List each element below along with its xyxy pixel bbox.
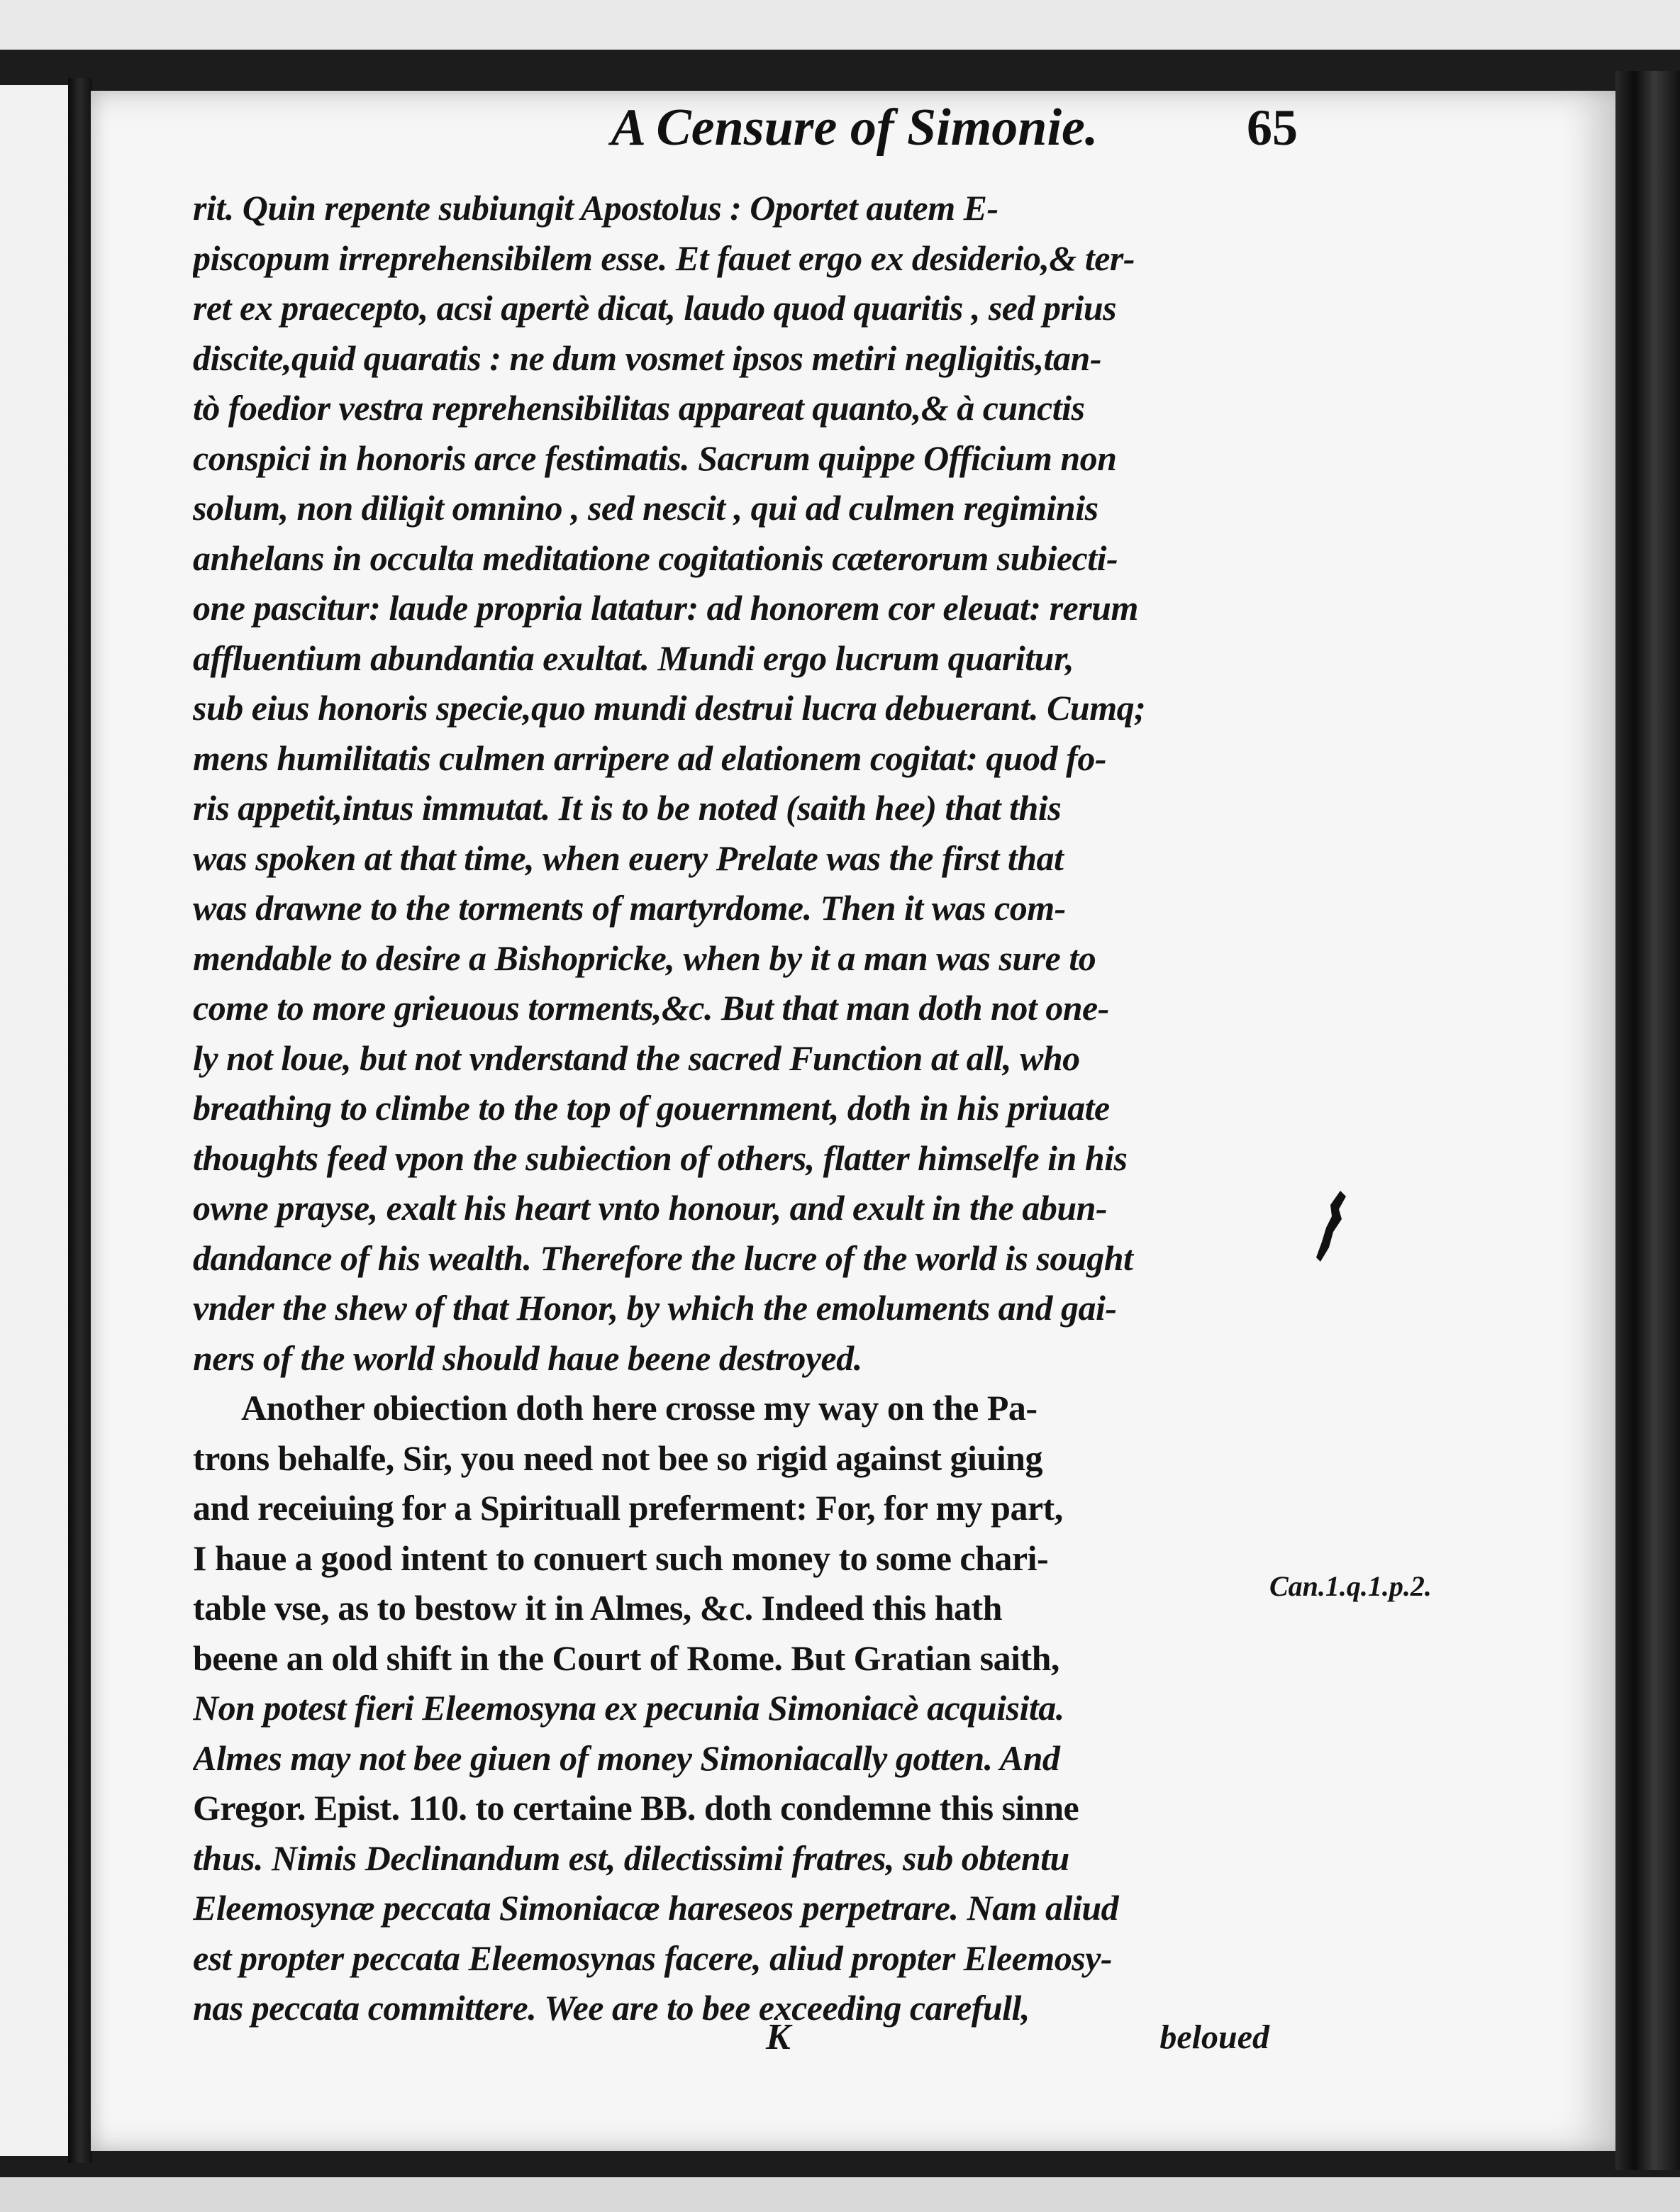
text-line: table vse, as to bestow it in Almes, &c. Indeed this hath xyxy=(193,1588,1002,1628)
text-line: ris appetit,intus immutat. It is to be noted (saith hee) that this xyxy=(193,788,1062,828)
signature-mark: K xyxy=(766,2017,791,2057)
text-line: ly not loue, but not vnderstand the sacred Function at all, who xyxy=(193,1038,1080,1078)
text-line: affluentium abundantia exultat. Mundi ergo lucrum quaritur, xyxy=(193,638,1074,678)
text-line: mendable to desire a Bishopricke, when by it a man was sure to xyxy=(193,938,1096,978)
text-line: owne prayse, exalt his heart vnto honour, and exult in the abun- xyxy=(193,1188,1108,1228)
text-line: sub eius honoris specie,quo mundi destrui lucra debuerant. Cumq; xyxy=(193,688,1146,728)
ink-blot xyxy=(1313,1188,1349,1266)
text-line: beene an old shift in the Court of Rome. But Gratian saith, xyxy=(193,1638,1059,1678)
scan-top-strip xyxy=(0,0,1680,50)
text-line: tò foedior vestra reprehensibilitas appareat quanto,& à cunctis xyxy=(193,388,1085,428)
book-gutter xyxy=(68,78,92,2163)
text-line: trons behalfe, Sir, you need not bee so rigid against giuing xyxy=(193,1438,1042,1478)
running-header: A Censure of Simonie. xyxy=(611,99,1098,157)
text-line: Gregor. Epist. 110. to certaine BB. doth condemne this sinne xyxy=(193,1788,1079,1828)
book-fore-edge xyxy=(1615,71,1680,2170)
text-line: dandance of his wealth. Therefore the lucre of the world is sought xyxy=(193,1238,1133,1278)
body-text xyxy=(193,183,1257,2033)
text-line: Non potest fieri Eleemosyna ex pecunia Simoniacè acquisita. xyxy=(193,1688,1064,1728)
text-line: was drawne to the torments of martyrdome. Then it was com- xyxy=(193,888,1066,928)
text-line: breathing to climbe to the top of gouernment, doth in his priuate xyxy=(193,1088,1110,1128)
text-line: solum, non diligit omnino , sed nescit , qui ad culmen regiminis xyxy=(193,488,1098,528)
text-line: mens humilitatis culmen arripere ad elationem cogitat: quod fo- xyxy=(193,738,1106,778)
text-line: est propter peccata Eleemosynas facere, aliud propter Eleemosy- xyxy=(193,1938,1113,1978)
scan-bottom-strip xyxy=(0,2177,1680,2212)
text-line: was spoken at that time, when euery Prelate was the first that xyxy=(193,838,1064,878)
text-line: vnder the shew of that Honor, by which the emoluments and gai- xyxy=(193,1288,1117,1328)
text-line: thoughts feed vpon the subiection of others, flatter himselfe in his xyxy=(193,1138,1128,1178)
text-line: ret ex praecepto, acsi apertè dicat, laudo quod quaritis , sed prius xyxy=(193,288,1117,328)
text-line: piscopum irreprehensibilem esse. Et fauet ergo ex desiderio,& ter- xyxy=(193,238,1135,278)
text-line: Eleemosynæ peccata Simoniacæ hareseos perpetrare. Nam aliud xyxy=(193,1888,1119,1928)
text-line: discite,quid quaratis : ne dum vosmet ipsos metiri negligitis,tan- xyxy=(193,338,1101,378)
text-line: I haue a good intent to conuert such money to some chari- xyxy=(193,1538,1049,1578)
page-number: 65 xyxy=(1247,99,1298,156)
text-line: rit. Quin repente subiungit Apostolus : Oportet autem E- xyxy=(193,188,998,228)
text-line: and receiuing for a Spirituall preferment: For, for my part, xyxy=(193,1488,1063,1528)
text-line: one pascitur: laude propria latatur: ad honorem cor eleuat: rerum xyxy=(193,588,1138,628)
text-line: thus. Nimis Declinandum est, dilectissimi fratres, sub obtentu xyxy=(193,1838,1069,1878)
previous-page-edge xyxy=(0,85,72,2156)
text-line: anhelans in occulta meditatione cogitationis cæterorum subiecti- xyxy=(193,538,1118,578)
text-line: Almes may not bee giuen of money Simoniacally gotten. And xyxy=(193,1738,1060,1778)
catchword: beloued xyxy=(1159,2018,1269,2056)
text-line: conspici in honoris arce festimatis. Sacrum quippe Officium non xyxy=(193,438,1117,478)
text-line: ners of the world should haue beene destroyed. xyxy=(193,1338,862,1378)
text-line: come to more grieuous torments,&c. But that man doth not one- xyxy=(193,988,1109,1028)
margin-note: Can.1.q.1.p.2. xyxy=(1269,1570,1432,1602)
text-line: nas peccata committere. Wee are to bee exceeding carefull, xyxy=(193,1988,1030,2028)
text-line: Another obiection doth here crosse my way on the Pa- xyxy=(241,1388,1038,1428)
